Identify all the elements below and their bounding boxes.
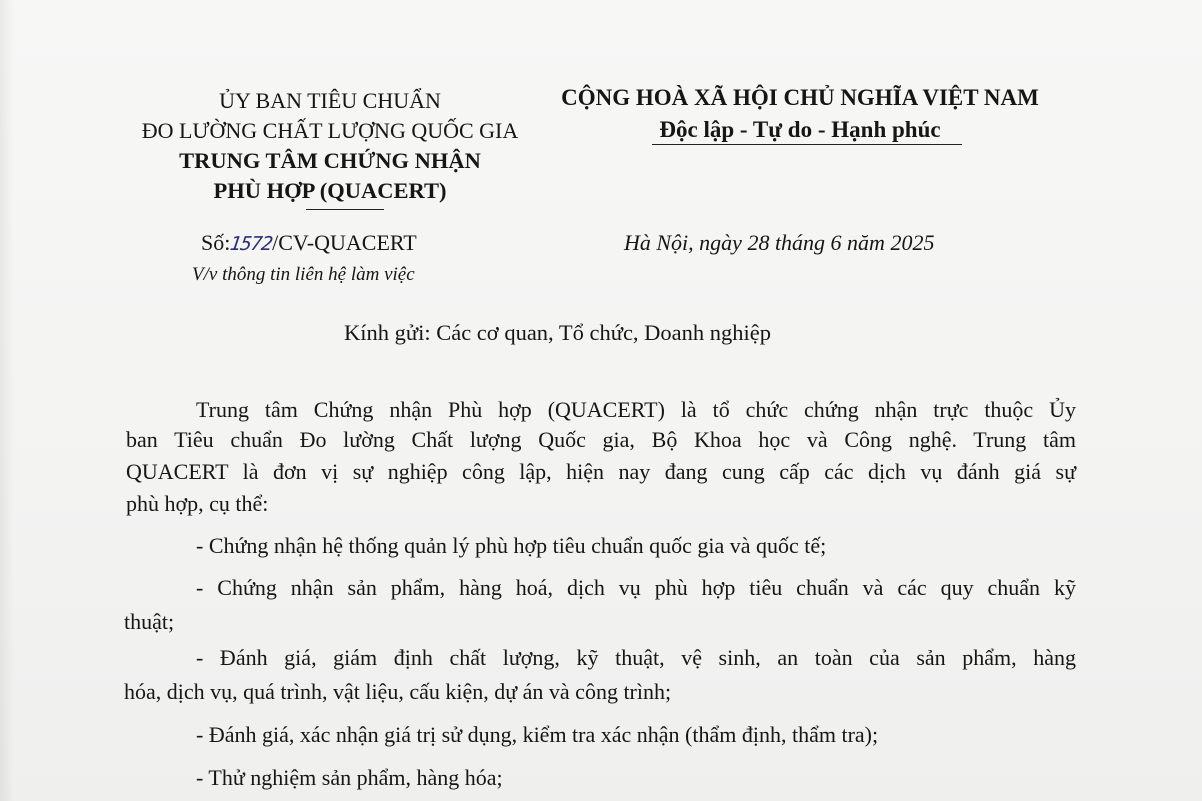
- national-motto: Độc lập - Tự do - Hạnh phúc: [659, 117, 941, 142]
- intro-line-3: [126, 458, 1076, 486]
- date-line: Hà Nội, ngày 28 tháng 6 năm 2025: [624, 230, 935, 255]
- intro-text-3: QUACERT là đơn vị sự nghiệp công lập, hiện nay đang cung cấp các dịch vụ đánh giá sự: [126, 459, 1076, 484]
- national-header: [545, 82, 1055, 146]
- service-item-2-line-2: thuật;: [124, 609, 175, 634]
- service-item-1: - Chứng nhận hệ thống quản lý phù hợp tiêu chuẩn quốc gia và quốc tế;: [196, 533, 827, 558]
- national-title: CỘNG HOÀ XÃ HỘI CHỦ NGHĨA VIỆT NAM: [561, 85, 1039, 110]
- issuer-line-4: PHÙ HỢP (QUACERT): [213, 178, 447, 203]
- intro-line-4: phù hợp, cụ thể:: [126, 491, 269, 516]
- page-edge-shadow: [0, 0, 14, 801]
- service-item-3-line-2: hóa, dịch vụ, quá trình, vật liệu, cấu kiện, dự án và công trình;: [124, 679, 672, 704]
- subject-line: V/v thông tin liên hệ làm việc: [192, 264, 415, 285]
- service-item-2-line-1: [196, 574, 1076, 602]
- service-item-3-line-1: [196, 644, 1076, 672]
- issuer-header: [120, 86, 540, 206]
- document-number-prefix: Số:: [201, 230, 231, 255]
- recipient-line: Kính gửi: Các cơ quan, Tổ chức, Doanh nghiệp: [344, 320, 772, 345]
- issuer-underline: [306, 209, 384, 210]
- handwritten-number: 1572: [228, 233, 274, 255]
- service-item-4: - Đánh giá, xác nhận giá trị sử dụng, kiểm tra xác nhận (thẩm định, thẩm tra);: [196, 722, 879, 747]
- issuer-line-2: ĐO LƯỜNG CHẤT LƯỢNG QUỐC GIA: [141, 118, 519, 143]
- intro-line-1: [196, 396, 1076, 424]
- service-item-3-text: - Đánh giá, giám định chất lượng, kỹ thuật, vệ sinh, an toàn của sản phẩm, hàng: [196, 645, 1076, 670]
- document-number: [201, 229, 417, 258]
- service-item-5: - Thử nghiệm sản phẩm, hàng hóa;: [196, 765, 503, 790]
- document-number-suffix: /CV-QUACERT: [272, 230, 417, 255]
- service-item-2-text: - Chứng nhận sản phẩm, hàng hoá, dịch vụ phù hợp tiêu chuẩn và các quy chuẩn kỹ: [196, 575, 1076, 600]
- motto-underline: [652, 144, 962, 145]
- intro-text-2: ban Tiêu chuẩn Đo lường Chất lượng Quốc gia, Bộ Khoa học và Công nghệ. Trung tâm: [126, 427, 1076, 452]
- intro-line-2: [126, 426, 1076, 454]
- issuer-line-1: ỦY BAN TIÊU CHUẨN: [219, 88, 441, 113]
- issuer-line-3: TRUNG TÂM CHỨNG NHẬN: [179, 148, 481, 173]
- intro-text-1: Trung tâm Chứng nhận Phù hợp (QUACERT) là tổ chức chứng nhận trực thuộc Ủy: [196, 397, 1076, 422]
